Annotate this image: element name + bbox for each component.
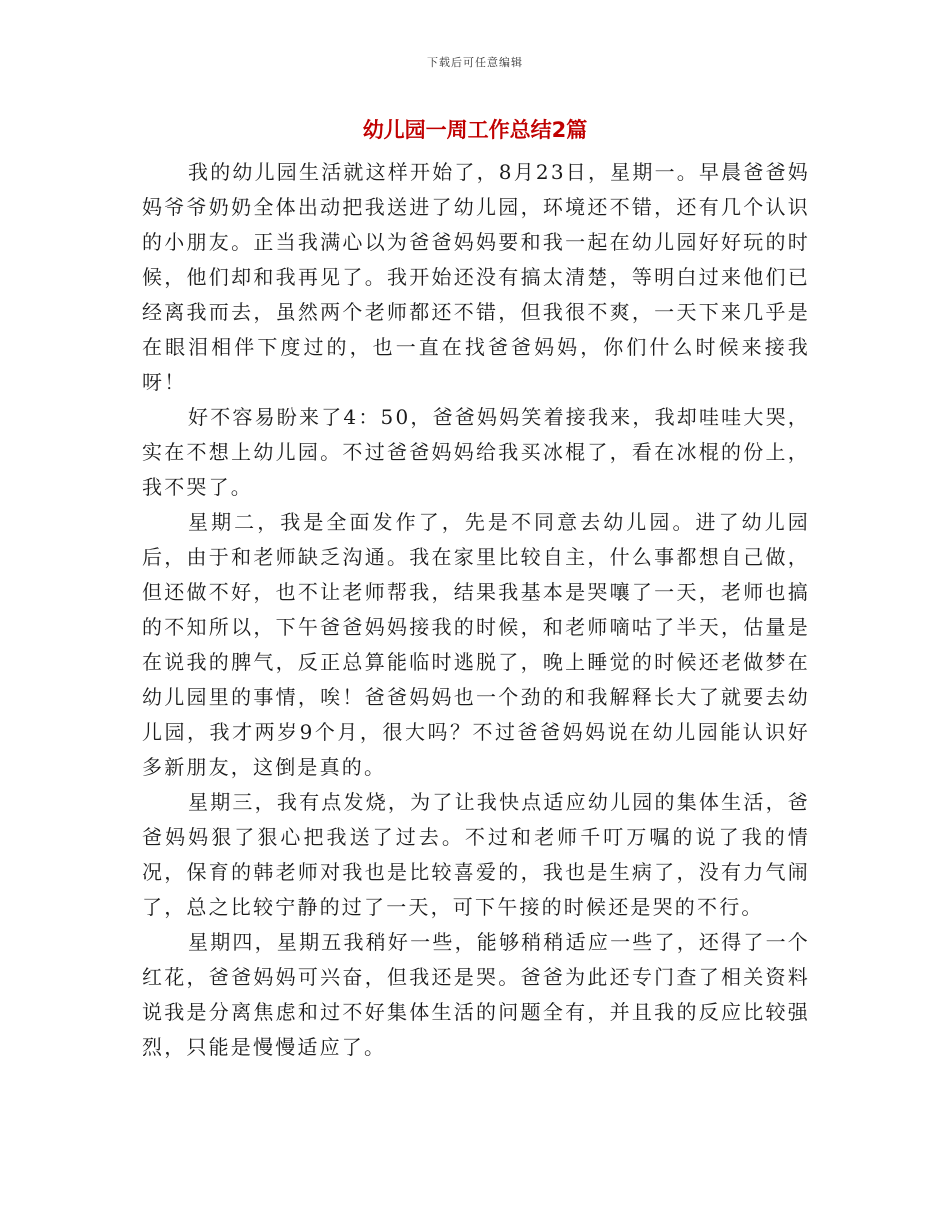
paragraph-4: 星期三，我有点发烧，为了让我快点适应幼儿园的集体生活，爸爸妈妈狠了狠心把我送了过去。不过和老师千叮万嘱的说了我的情况，保育的韩老师对我也是比较喜爱的，我也是生病了，没有力气闹了，总之比较宁静的过了一天，可下午接的时候还是哭的不行。 xyxy=(142,790,810,919)
document-body xyxy=(142,155,810,1065)
document-title: 幼儿园一周工作总结2篇 xyxy=(362,118,588,142)
paragraph-5: 星期四，星期五我稍好一些，能够稍稍适应一些了，还得了一个红花，爸爸妈妈可兴奋，但我还是哭。爸爸为此还专门查了相关资料说我是分离焦虑和过不好集体生活的问题全有，并且我的反应比较强烈，只能是慢慢适应了。 xyxy=(142,930,810,1059)
paragraph-1: 我的幼儿园生活就这样开始了，8月23日，星期一。早晨爸爸妈妈爷爷奶奶全体出动把我送进了幼儿园，环境还不错，还有几个认识的小朋友。正当我满心以为爸爸妈妈要和我一起在幼儿园好好玩的时候，他们却和我再见了。我开始还没有搞太清楚，等明白过来他们已经离我而去，虽然两个老师都还不错，但我很不爽，一天下来几乎是在眼泪相伴下度过的，也一直在找爸爸妈妈，你们什么时候来接我呀！ xyxy=(142,160,810,394)
paragraph-2: 好不容易盼来了4：50，爸爸妈妈笑着接我来，我却哇哇大哭，实在不想上幼儿园。不过爸爸妈妈给我买冰棍了，看在冰棍的份上，我不哭了。 xyxy=(142,405,810,499)
header-note: 下载后可任意编辑 xyxy=(427,56,523,69)
paragraph-3: 星期二，我是全面发作了，先是不同意去幼儿园。进了幼儿园后，由于和老师缺乏沟通。我在家里比较自主，什么事都想自己做，但还做不好，也不让老师帮我，结果我基本是哭嚷了一天，老师也搞的不知所以，下午爸爸妈妈接我的时候，和老师嘀咕了半天，估量是在说我的脾气，反正总算能临时逃脱了，晚上睡觉的时候还老做梦在幼儿园里的事情，唉！爸爸妈妈也一个劲的和我解释长大了就要去幼儿园，我才两岁9个月，很大吗？不过爸爸妈妈说在幼儿园能认识好多新朋友，这倒是真的。 xyxy=(142,510,810,779)
